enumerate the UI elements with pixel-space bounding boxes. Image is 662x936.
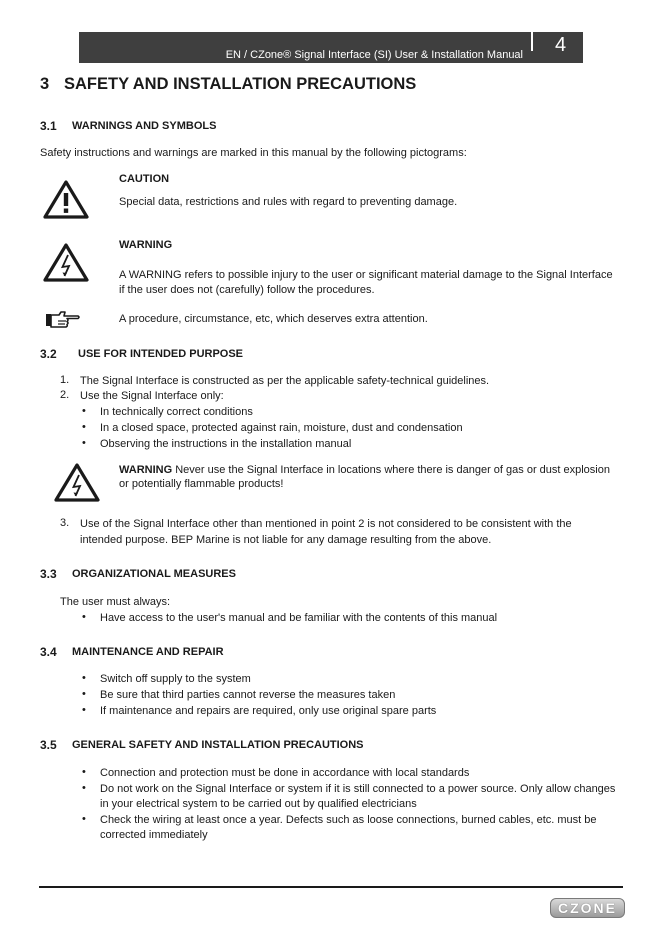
caution-title: CAUTION <box>119 173 170 185</box>
bullet-dot: • <box>82 405 86 417</box>
chapter-heading <box>40 75 416 94</box>
list-item: In a closed space, protected against rain, moisture, dust and condensation <box>100 422 463 434</box>
list-item-line1: Do not work on the Signal Interface or system if it is still connected to a power source. Only allow changes <box>100 783 616 795</box>
warning-text: Never use the Signal Interface in locations where there is danger of gas or dust explosion <box>172 464 610 476</box>
header-separator <box>531 32 533 51</box>
bullet-dot: • <box>82 782 86 794</box>
bullet-dot: • <box>82 611 86 623</box>
section-title: MAINTENANCE AND REPAIR <box>72 646 224 658</box>
czone-logo: CZONE <box>550 898 625 918</box>
list-item: The Signal Interface is constructed as per the applicable safety-technical guidelines. <box>80 375 490 387</box>
list-item-line2: intended purpose. BEP Marine is not liable for any damage resulting from the above. <box>80 534 492 546</box>
section-number: 3.1 <box>40 119 57 133</box>
note-text: A procedure, circumstance, etc, which deserves extra attention. <box>119 313 428 325</box>
chapter-title: SAFETY AND INSTALLATION PRECAUTIONS <box>64 75 417 93</box>
caution-triangle-icon <box>43 179 89 219</box>
list-item-line2: in your electrical system to be carried out by qualified electricians <box>100 798 417 810</box>
intended-purpose-warning-line2: or potentially flammable products! <box>119 478 284 490</box>
list-item: Use the Signal Interface only: <box>80 390 224 402</box>
chapter-number: 3 <box>40 75 50 93</box>
bullet-dot: • <box>82 421 86 433</box>
page-number: 4 <box>555 34 567 56</box>
list-item: Switch off supply to the system <box>100 673 251 685</box>
list-item: Observing the instructions in the installation manual <box>100 438 352 450</box>
section-intro: The user must always: <box>60 596 171 608</box>
bullet-dot: • <box>82 688 86 700</box>
warning-text-line2: if the user does not (carefully) follow the procedures. <box>119 284 375 296</box>
high-voltage-triangle-icon <box>54 462 100 502</box>
bullet-dot: • <box>82 766 86 778</box>
warning-label: WARNING <box>119 464 173 476</box>
warning-title: WARNING <box>119 239 173 251</box>
list-item-line2: corrected immediately <box>100 829 208 841</box>
list-item: If maintenance and repairs are required, only use original spare parts <box>100 705 437 717</box>
section-title: USE FOR INTENDED PURPOSE <box>78 348 244 360</box>
bullet-dot: • <box>82 437 86 449</box>
section-number: 3.2 <box>40 347 57 361</box>
header-title: EN / CZone® Signal Interface (SI) User & Installation Manual <box>225 49 523 61</box>
warning-text-line1: A WARNING refers to possible injury to the user or significant material damage to the Signal Interface <box>119 269 613 281</box>
section-number: 3.4 <box>40 645 57 659</box>
pictogram-intro: Safety instructions and warnings are marked in this manual by the following pictograms: <box>40 147 467 159</box>
section-title: GENERAL SAFETY AND INSTALLATION PRECAUTIONS <box>72 739 364 751</box>
bullet-dot: • <box>82 672 86 684</box>
bullet-dot: • <box>82 813 86 825</box>
pointing-hand-icon <box>45 310 81 330</box>
list-number: 1. <box>60 374 70 386</box>
bullet-dot: • <box>82 704 86 716</box>
list-item: Connection and protection must be done in accordance with local standards <box>100 767 470 779</box>
list-number: 2. <box>60 389 70 401</box>
list-item-line1: Check the wiring at least once a year. Defects such as loose connections, burned cables, etc. must be <box>100 814 597 826</box>
section-number: 3.5 <box>40 738 57 752</box>
section-title: ORGANIZATIONAL MEASURES <box>72 568 236 580</box>
list-item-line1: Use of the Signal Interface other than mentioned in point 2 is not considered to be consistent with the <box>80 518 572 530</box>
footer-rule <box>39 886 623 888</box>
list-item: Have access to the user's manual and be familiar with the contents of this manual <box>100 612 498 624</box>
caution-text: Special data, restrictions and rules with regard to preventing damage. <box>119 196 458 208</box>
list-item: In technically correct conditions <box>100 406 253 418</box>
list-number: 3. <box>60 517 70 529</box>
section-title: WARNINGS AND SYMBOLS <box>72 120 217 132</box>
list-item: Be sure that third parties cannot reverse the measures taken <box>100 689 396 701</box>
high-voltage-triangle-icon <box>43 242 89 282</box>
section-number: 3.3 <box>40 567 57 581</box>
